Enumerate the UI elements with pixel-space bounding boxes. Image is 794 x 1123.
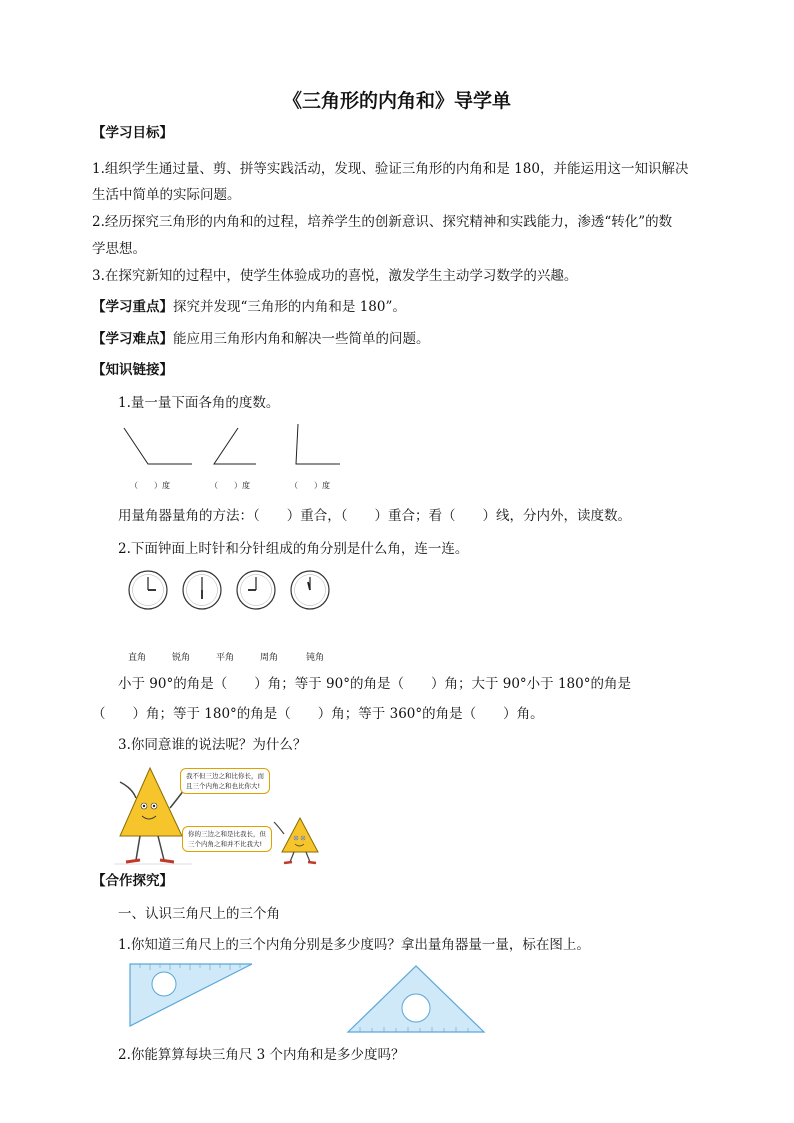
clock-icon (237, 571, 275, 609)
goal-2: 2.经历探究三角形的内角和的过程，培养学生的创新意识、探究精神和实践能力，渗透“转化”的数 (92, 214, 673, 230)
set-squares-figure (124, 958, 490, 1038)
angle-fill-2: （ ）角；等于 180°的角是（ ）角；等于 360°的角是（ ）角。 (92, 706, 544, 722)
angle-fill-1: 小于 90°的角是（ ）角；等于 90°的角是（ ）角；大于 90°小于 180°的角是 (118, 676, 631, 692)
difficult-label: 【学习难点】 (92, 331, 173, 347)
clock-icon (129, 571, 167, 609)
small-triangle-icon (282, 818, 318, 852)
knowledge-q3: 3.你同意谁的说法呢？为什么？ (118, 737, 307, 753)
goal-1-cont: 生活中简单的实际问题。 (92, 187, 241, 203)
right-triangle-ruler-icon (130, 964, 252, 1026)
key-point (92, 298, 406, 316)
bubble-big-line1: 我不但三边之和比你长，而 (186, 772, 264, 780)
obtuse-angle (124, 428, 192, 464)
explore-q1: 1.你知道三角尺上的三个内角分别是多少度吗？拿出量角器量一量，标在图上。 (118, 937, 590, 953)
right-angle (296, 424, 340, 464)
bubble-small-line2: 三个内角之和并不比我大! (188, 840, 263, 848)
big-triangle-icon (120, 768, 182, 836)
angle-blank-3: （ ）度 (290, 481, 330, 490)
angle-type-0: 直角 (128, 653, 147, 663)
difficult-text: 能应用三角形内角和解决一些简单的问题。 (173, 331, 430, 347)
explore-section-1: 一、认识三角尺上的三个角 (118, 906, 280, 922)
key-label: 【学习重点】 (92, 299, 173, 315)
angle-type-2: 平角 (216, 653, 235, 663)
isosceles-ruler-icon (348, 966, 484, 1032)
angle-blank-2: （ ）度 (210, 481, 250, 490)
clock-icon (291, 571, 329, 609)
page-title: 《三角形的内角和》导学单 (282, 90, 511, 112)
angle-blank-1: （ ）度 (130, 481, 170, 490)
protractor-method: 用量角器量角的方法：（ ）重合，（ ）重合；看（ ）线，分内外，读度数。 (118, 508, 631, 524)
bubble-small-line1: 你的三边之和是比我长，但 (188, 830, 266, 838)
angle-type-3: 周角 (260, 653, 279, 663)
knowledge-q2: 2.下面钟面上时针和分针组成的角分别是什么角，连一连。 (118, 541, 469, 557)
angle-type-4: 钝角 (306, 653, 325, 663)
knowledge-heading: 【知识链接】 (92, 362, 173, 378)
angle-type-1: 锐角 (172, 653, 191, 663)
goal-2-cont: 学思想。 (92, 241, 146, 257)
speech-bubble-small (182, 826, 272, 852)
explore-q2: 2.你能算算每块三角尺 3 个内角和是多少度吗？ (118, 1047, 405, 1063)
goals-heading: 【学习目标】 (92, 125, 173, 141)
angles-figure (110, 418, 370, 470)
goal-3: 3.在探究新知的过程中，使学生体验成功的喜悦，激发学生主动学习数学的兴趣。 (92, 268, 578, 284)
key-text: 探究并发现“三角形的内角和是 180”。 (173, 299, 406, 315)
speech-bubble-big (180, 768, 270, 794)
acute-angle (214, 428, 256, 464)
clock-icon (183, 571, 221, 609)
bubble-big-line2: 且三个内角之和也比你大! (186, 782, 261, 790)
goal-1: 1.组织学生通过量、剪、拼等实践活动，发现、验证三角形的内角和是 180，并能运用这一知识解决 (92, 161, 689, 177)
knowledge-q1: 1.量一量下面各角的度数。 (118, 395, 280, 411)
clocks-figure (124, 566, 334, 616)
explore-heading: 【合作探究】 (92, 873, 173, 889)
difficult-point (92, 330, 430, 348)
